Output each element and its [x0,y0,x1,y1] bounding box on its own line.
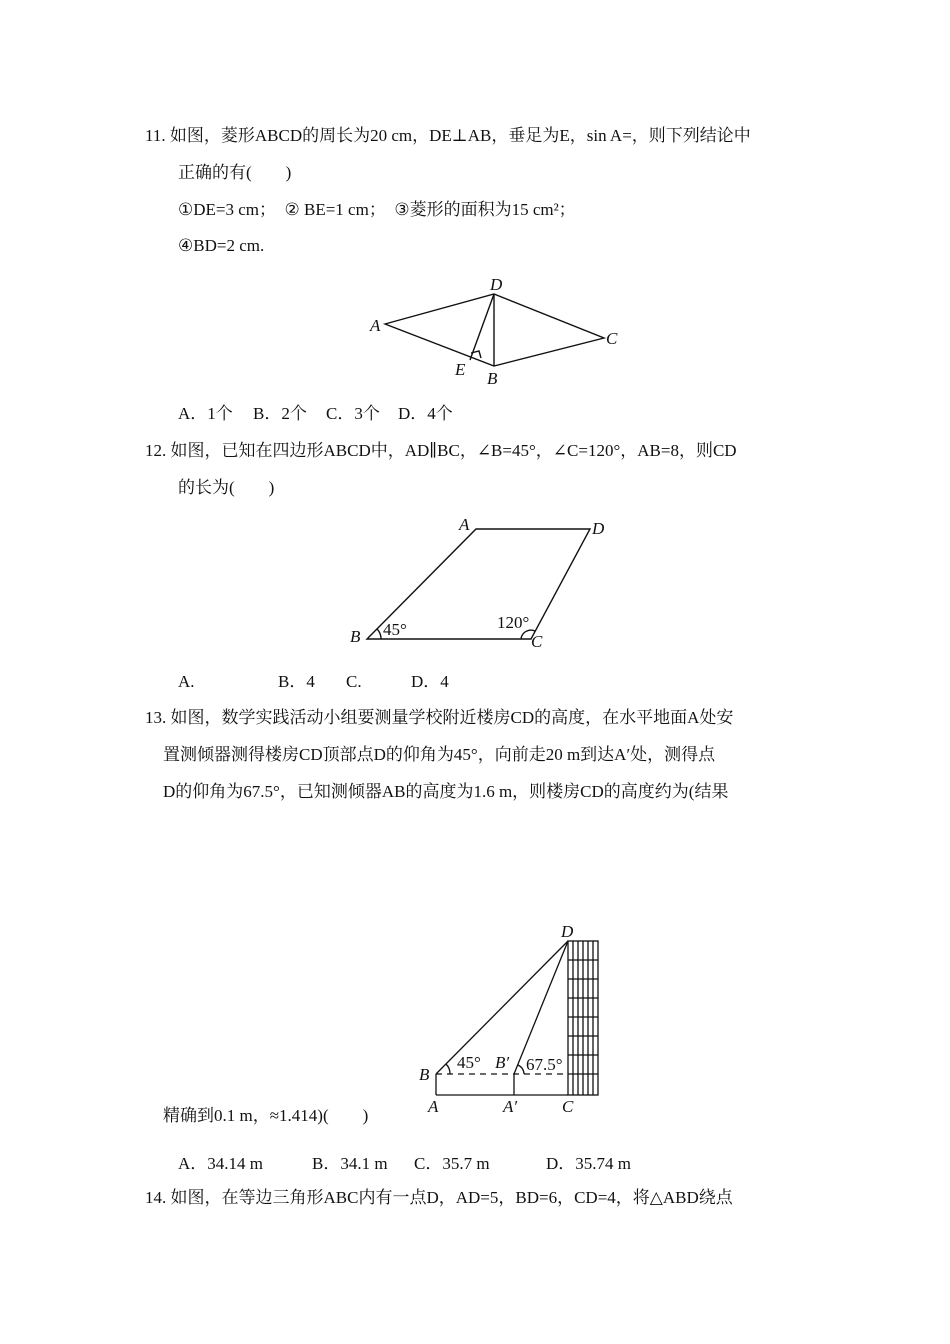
q13-sightline-bd [436,941,568,1074]
q12-line-1: 12. 如图，已知在四边形ABCD中，AD∥BC，∠B=45°，∠C=120°，AB=8，则CD [145,441,737,460]
q13-sightline-b2d [514,941,568,1074]
q11-option-b: B．2个 [253,404,307,423]
q11-altitude-de [470,294,494,360]
q11-rhombus-outline [385,294,604,366]
q12-label-a: A [459,515,470,534]
q13-building [568,941,598,1095]
q11-label-e: E [455,360,466,379]
q14-line-1: 14. 如图，在等边三角形ABC内有一点D，AD=5，BD=6，CD=4，将△ABD绕点 [145,1188,733,1207]
q11-option-a: A．1个 [178,404,233,423]
q12-label-d: D [592,519,605,538]
q12-option-a: A. [178,672,195,691]
q11-label-c: C [606,329,618,348]
q11-label-a: A [370,316,381,335]
q13-option-a: A．34.14 m [178,1154,263,1173]
q13-angle-45-value: 45° [457,1053,481,1072]
q13-label-c: C [562,1097,574,1116]
q13-option-b: B．34.1 m [312,1154,388,1173]
q11-line-3: ①DE=3 cm； ② BE=1 cm； ③菱形的面积为15 cm²； [178,200,576,219]
q12-angle-b-arc [377,629,381,639]
q13-line-1: 13. 如图，数学实践活动小组要测量学校附近楼房CD的高度，在水平地面A处安 [145,708,734,727]
q12-angle-c-value: 120° [497,613,530,632]
q13-label-b2: B′ [495,1053,510,1072]
q13-angle-arc-45 [446,1064,450,1074]
q13-label-d: D [561,922,574,941]
q11-label-d: D [490,275,503,294]
q12-label-c: C [531,632,543,651]
q13-line-3: D的仰角为67.5°，已知测倾器AB的高度为1.6 m，则楼房CD的高度约为(结果 [163,782,729,801]
q12-line-2: 的长为( ) [178,478,275,497]
q11-option-c: C．3个 [326,404,380,423]
q13-line-2: 置测倾器测得楼房CD顶部点D的仰角为45°，向前走20 m到达A′处，测得点 [163,745,716,764]
q12-trapezoid-outline [367,529,590,639]
q12-option-c: C. [346,672,362,691]
q12-label-b: B [350,627,361,646]
q13-label-b: B [419,1065,430,1084]
q12-option-b: B．4 [278,672,315,691]
q13-angle-arc-67 [518,1065,524,1074]
q11-right-angle-mark [471,351,481,358]
q12-angle-b-value: 45° [383,620,407,639]
q13-line-4: 精确到0.1 m，≈1.414)( ) [163,1106,369,1125]
q13-option-d: D．35.74 m [546,1154,631,1173]
q12-angle-c-arc [521,630,535,639]
q12-option-d: D．4 [411,672,449,691]
q13-label-a: A [428,1097,439,1116]
q11-label-b: B [487,369,498,388]
q11-line-1: 11. 如图，菱形ABCD的周长为20 cm，DE⊥AB，垂足为E，sin A=，则下列结论中 [145,126,751,145]
q11-line-4: ④BD=2 cm. [178,236,265,255]
q13-angle-67-value: 67.5° [526,1055,563,1074]
q13-option-c: C．35.7 m [414,1154,490,1173]
q11-option-d: D．4个 [398,404,453,423]
q13-label-a2: A′ [503,1097,518,1116]
q11-line-2: 正确的有( ) [178,163,292,182]
